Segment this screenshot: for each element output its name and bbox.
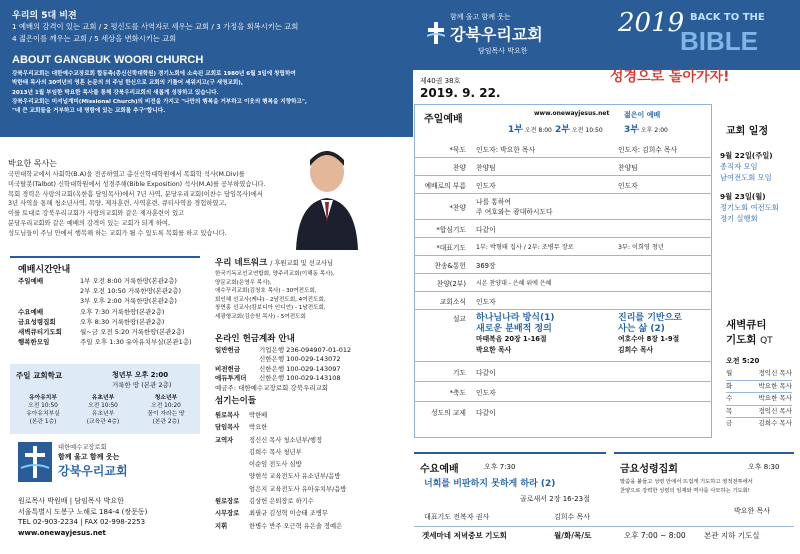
schedule-label: 주일예배 (18, 277, 44, 285)
servant-names: 최필규 김성혁 이승태 조병무 (249, 510, 328, 518)
edu-col-title: 유아유치부 (29, 395, 57, 401)
servant-names: 이순임 전도사 심방 (249, 461, 302, 469)
offering-holder: 예금주: 대한예수교장로회 강북우리교회 (215, 383, 329, 392)
offering-account: 신한은행 100-029-143072 (259, 355, 341, 364)
church-logo-icon (427, 22, 445, 44)
order-label: 찬양 (452, 163, 466, 172)
edu-col-floor: (교육관 4층) (86, 419, 120, 425)
gethsemane-title: 겟세마네 저녁중보 기도회 (422, 531, 507, 540)
order-row (414, 238, 712, 256)
offering-account: 신한은행 100-029-143097 (259, 364, 341, 373)
schedule-label: 금요성령집회 (18, 317, 56, 326)
order-value-main: 인도자 (476, 388, 496, 397)
edu-col-title: 청소년부 (154, 395, 178, 401)
qt-row (726, 418, 792, 430)
edu-col-title: 유초년부 (91, 395, 115, 401)
service-1-time: 오전 8:00 (524, 127, 552, 134)
edu-youth: 청년부 오후 2:00 (112, 371, 169, 379)
order-label: *묵도 (449, 145, 466, 154)
network-item: 한국기독교선교연합회, 양주리교회(이해동 목사), (215, 271, 335, 277)
calendar-list (720, 150, 779, 224)
offering-label: 비전헌금 (215, 364, 241, 373)
wednesday-time: 오후 7:30 (484, 463, 516, 471)
order-row (414, 176, 712, 194)
schedule-label: 행복한모임 (18, 338, 50, 347)
bio-line: 성도님들이 주님 안에서 행복해 하는 교회가 될 수 있도록 목회를 하고 있습니다. (8, 229, 227, 237)
order-row (414, 362, 712, 382)
servant-role: 교역자 (215, 436, 234, 444)
offering-label: 에듀투게더 (215, 374, 247, 383)
service-1 (508, 122, 552, 135)
order-row (414, 140, 712, 158)
schedule-row (18, 296, 192, 306)
qt-day: 화 (726, 381, 733, 390)
servant-role: 지휘 (215, 522, 228, 530)
vision-line1: 1 예배의 감격이 있는 교회 / 2 평신도를 사역자로 세우는 교회 / 3 가정을 회복시키는 교회 (12, 22, 299, 31)
service-2 (555, 122, 603, 135)
qt-row (726, 368, 792, 381)
sermon-subtitle: 새로운 분배적 정의 (476, 323, 552, 334)
youth-sermon-subtitle: 사는 삶 (2) (618, 323, 665, 334)
youth-sermon-title: 진리를 기반으로 (618, 313, 682, 323)
edu-col-floor: (본관 1층) (29, 419, 57, 425)
bio-line: 이를 토대로 강북우리교회가 사랑의교회와 같은 제자훈련이 있고 (8, 210, 185, 218)
qt-day: 금 (726, 419, 733, 427)
servant-row (215, 422, 346, 434)
sunday-order (414, 140, 712, 422)
sermon-title: 하나님나라 방식(1) (476, 313, 555, 323)
order-value-main: 인도자 (476, 181, 496, 190)
wednesday-prayer-name: 전복자 권사 (453, 513, 490, 521)
servant-role: 담임목사 (215, 424, 240, 432)
calendar-event: 정기노회 여전도회 (720, 203, 779, 212)
calendar-date: 9월 22일(주일) (720, 151, 773, 160)
calendar-event: 종직자 모임 (720, 162, 758, 171)
order-value-main: 다같이 (476, 409, 496, 417)
order-value-main: 인도자: 박요한 목사 (476, 145, 536, 154)
order-value-main: 인도자 (476, 297, 496, 306)
order-row (414, 310, 712, 362)
friday-title: 금요성령집회 (620, 464, 678, 475)
header-tagline: 성경으로 돌아가자! (610, 69, 730, 85)
edu-col-time: 오전 10:50 (88, 403, 118, 409)
bio-line: 미국탈봇(Talbot) 신학대학원에서 성경주해(Bible Exposition) 석사(M.A)를 공부하였습니다. (8, 180, 266, 188)
edu-col (76, 394, 130, 426)
edu-youth-place: 거룩한 땅 (본관 2층) (112, 381, 172, 389)
schedule-row (18, 276, 192, 286)
order-label: *대표기도 (436, 243, 466, 252)
header-issue: 제40권 38호 (420, 77, 461, 85)
offering-row (215, 346, 351, 355)
friday-desc-line: 말씀을 붙들고 성령 안에서 뜨겁게 기도하고 영적전투에서 (620, 479, 753, 485)
servant-row (215, 496, 346, 508)
service-2-label: 2부 (555, 125, 570, 135)
network-item: 양문교회(은영우 목사), (215, 279, 272, 286)
gethsemane-time: 오후 7:00 ~ 8:00 (624, 531, 686, 540)
network-item: 세광형교회(김승원 목사) - 5여전도회 (215, 313, 306, 320)
order-row (414, 274, 712, 292)
order-value-youth: 인도자 (618, 181, 638, 190)
bio-line: 3년 사역을 통해 청소년사역, 목양, 제자훈련, 사역훈련, 큐티사역을 경험하였고, (8, 200, 227, 208)
offering-row (215, 355, 351, 364)
offering-account: 기업은행 236-094907-01-012 (259, 346, 352, 354)
calendar-date: 9월 23일(월) (720, 192, 766, 201)
friday-desc (620, 478, 753, 495)
gethsemane-days: 월/화/목/토 (554, 531, 592, 540)
calendar-event: 정기 실행회 (720, 214, 758, 223)
servant-names: 김희수 목사 청년부 (249, 448, 302, 456)
friday-desc-line: 찬양으로 강력한 성령의 임재와 역사를 사모하는 기도회! (620, 487, 750, 494)
order-row (414, 256, 712, 274)
qt-leader: 박요한 목사 (758, 394, 792, 402)
qt-row (726, 393, 792, 406)
schedule-table (18, 276, 192, 347)
servant-row (215, 471, 346, 483)
bio-text (8, 170, 266, 239)
order-value-youth: 인도자: 김희수 목사 (618, 145, 678, 154)
service-2-time: 오전 10:50 (571, 127, 603, 134)
qt-leader: 김희수 목사 (758, 419, 792, 427)
servant-row (215, 508, 346, 520)
header-year: 2019 (618, 8, 685, 38)
order-label: 설교 (452, 315, 466, 323)
edu-col (136, 394, 196, 426)
schedule-value: 3부 오후 2:00 거룩한땅(본관2층) (80, 297, 177, 306)
servant-names: 한병수 반주 오근혁 유은솔 정예은 (249, 522, 343, 530)
order-label: 성도의 교제 (431, 409, 466, 417)
offering-label: 일반헌금 (215, 346, 241, 354)
servant-names: 양현석 교육전도사 유소년부/음방 (249, 473, 341, 481)
qt-leader: 정익신 목사 (758, 369, 792, 377)
order-label: 기도 (452, 368, 466, 377)
qt-day: 수 (726, 394, 733, 402)
about-title: ABOUT GANGBUK WOORI CHURCH (12, 54, 204, 66)
servant-row (215, 447, 346, 459)
schedule-row (18, 307, 192, 317)
schedule-row (18, 317, 192, 327)
order-value-main: 369장 (476, 261, 496, 270)
order-label: 예배로의 부름 (424, 181, 466, 190)
edu-col-place: 유초년부 (91, 411, 115, 417)
edu-col-time: 오전 10:20 (151, 403, 181, 409)
qt-title-line1: 새벽큐티 (726, 319, 767, 331)
servant-names: 박한배 (249, 412, 268, 419)
order-value-main: 다같이 (476, 225, 496, 234)
servant-row (215, 459, 346, 471)
servants-table (215, 410, 346, 533)
footer-church: 강북우리교회 (58, 464, 128, 478)
schedule-label: 수요예배 (18, 307, 44, 316)
header-bible: BIBLE (680, 26, 758, 56)
schedule-title: 예배시간안내 (18, 265, 71, 275)
sermon-scripture: 마태복음 20장 1-16절 (476, 335, 547, 343)
network-item: 창면홍 선교사(캄보디아 인디언) - 1남전도회, (215, 305, 326, 312)
servant-role: 원로장로 (215, 498, 240, 506)
wednesday-title: 수요예배 (420, 464, 459, 475)
about-text (12, 70, 307, 116)
wednesday-sermon: 너희를 비판하지 못하게 하라 (2) (424, 479, 556, 489)
gethsemane-bar (414, 526, 794, 544)
schedule-label: 새벽큐티기도회 (18, 328, 62, 337)
edu-col-time: 오전 10:50 (28, 403, 58, 409)
offering-row (215, 365, 351, 374)
servant-row (215, 521, 346, 533)
edu-title: 주일 교회학교 (16, 371, 63, 380)
vision-title: 우리의 5대 비젼 (12, 11, 77, 21)
order-value-main: 시온 찬양대 - 은혜 위에 은혜 (476, 280, 552, 287)
order-value-main: 찬양팀 (476, 163, 496, 172)
schedule-value: 오후 8:30 거룩한땅(본관2층) (80, 317, 165, 326)
servant-names: 정신신 목사 청소년부/행정 (249, 436, 323, 444)
about-p3: 2013년 1월 부임한 박요한 목사를 통해 강북우리교회의 새롭게 성장하고 있습니다. (12, 89, 219, 96)
bio-title: 박요한 목사는 (8, 159, 57, 168)
qt-leader: 정익신 목사 (758, 406, 792, 415)
order-label: 교회소식 (439, 297, 466, 306)
header-back-to: BACK TO THE (690, 12, 765, 23)
network-title-text: 우리 네트워크 (215, 258, 268, 268)
service-3 (624, 122, 668, 135)
network-list (215, 270, 335, 322)
schedule-row (18, 286, 192, 296)
footer-url[interactable]: www.onewayjesus.net (18, 528, 106, 537)
schedule-value: 오후 7:30 거룩한땅(본관2층) (80, 307, 165, 316)
sunday-url[interactable]: www.onewayjesus.net (534, 110, 610, 117)
order-row (414, 402, 712, 422)
calendar-title: 교회 일정 (726, 126, 769, 137)
order-row (414, 292, 712, 310)
qt-day: 월 (726, 369, 733, 377)
order-label: 찬송&통헌 (434, 261, 466, 270)
header-church: 강북우리교회 (450, 25, 543, 44)
order-value-main-2: 주 여호와는 광대하시도다 (476, 207, 553, 216)
schedule-value: 2부 오전 10:50 거룩한땅(본관2층) (80, 287, 182, 296)
network-title (215, 256, 333, 268)
servant-role: 원로목사 (215, 412, 240, 419)
qt-row (726, 406, 792, 419)
order-value-main: 나를 통하여 (476, 197, 511, 206)
offering-table (215, 346, 351, 393)
qt-label: QT (760, 336, 773, 346)
gethsemane-place: 본관 지하 기도실 (704, 531, 760, 540)
schedule-row (18, 327, 192, 337)
order-value-youth: 찬양팀 (618, 163, 638, 172)
service-3-time: 오후 2:00 (640, 127, 668, 134)
servant-names: 엄은지 교육전도사 유아유치부/음방 (249, 485, 347, 493)
sunday-title: 주일예배 (424, 114, 463, 125)
order-row (414, 194, 712, 220)
edu-col (16, 394, 70, 426)
about-p5: "네 큰 교회들을 거부하고 네 명함에 있는 교회를 추구"합니다. (12, 108, 166, 115)
edu-col-place: 유아유치부실 (26, 411, 60, 417)
footer-pastors: 원로목사 박원배 | 담임목사 박요한 (18, 497, 124, 505)
pastor-photo (292, 140, 362, 250)
qt-time: 오전 5:20 (726, 357, 760, 365)
qt-table (726, 368, 792, 430)
servant-names: 김상헌 은퇴장로 하기수 (249, 498, 314, 506)
footer-tel: TEL 02-903-2234 | FAX 02-998-2253 (18, 518, 146, 526)
order-label: *찬양 (449, 203, 466, 212)
bio-line: 분당우리교회와 같은 예배의 감격이 있는 교회가 되게 하여, (8, 219, 170, 227)
order-row (414, 382, 712, 402)
wednesday-scripture: 골로새서 2장 16-23절 (520, 495, 590, 503)
offering-account: 신한은행 100-029-143108 (259, 374, 341, 383)
bio-line: 목회 경력은 사랑의교회(옥한흠 담임목사)에서 7년 사역, 분당우리교회(이찬수 담임목사)에서 (8, 190, 263, 198)
footer-address: 서울특별시 도봉구 노해로 184-4 (쌍문동) (18, 507, 148, 516)
edu-col-floor: (본관 2층) (152, 419, 180, 425)
network-item: 에수꾸리교회(김청호 목사) - 30여전도회, (215, 288, 317, 295)
header-pastor: 담임목사 박요한 (478, 47, 528, 55)
service-1-label: 1부 (508, 125, 523, 135)
servant-row (215, 484, 346, 496)
network-item: 회인혜 선교사(케냐) - 2남전도회, 4여전도회, (215, 296, 326, 303)
qt-row (726, 381, 792, 394)
header-date: 2019. 9. 22. (420, 86, 501, 100)
order-label: 찬양(2부) (436, 279, 466, 288)
edu-col-place: 꿈이 자라는 땅 (147, 411, 185, 417)
footer-logo-icon (18, 442, 52, 482)
order-label: *축도 (449, 388, 466, 397)
about-p1: 강북우리교회는 대한예수교장로회 합동측(총신신학대학원) 경기노회에 소속된 교회로 1980년 6월 3일에 창립하여 (12, 71, 296, 77)
servant-role: 시무장로 (215, 510, 240, 518)
friday-speaker: 박요한 목사 (734, 507, 771, 515)
schedule-row (18, 337, 192, 347)
bio-line: 국민대학교에서 사회학(B.A)을 전공하였고 총신신학대학원에서 목회학 석사(M.Div)를 (8, 171, 245, 178)
youth-service-label: 젊은이 예배 (624, 111, 661, 119)
friday-time: 오후 8:30 (748, 463, 780, 471)
wednesday-prayer (424, 512, 489, 522)
about-p2: 박한태 목사의 30여년의 영혼 논문의 의 주님 한신으로 교회의 기틀어 세워지고(구 새영교회), (12, 80, 243, 87)
vision-line2: 4 젊은이를 깨우는 교회 / 5 세상을 변화시키는 교회 (12, 34, 177, 43)
service-3-label: 3부 (624, 125, 639, 135)
calendar-event: 남여전도회 모임 (720, 173, 772, 182)
about-p4: 강북우리교회는 미셔널계미(Missional Church)의 비전을 가지고 "나만의 행복을 거부하고 이웃의 행복을 지향하고", (12, 98, 307, 105)
schedule-value: 주일 오후 1:30 유아유치부실(본관1층) (80, 338, 192, 347)
order-label: *합심기도 (436, 225, 466, 234)
servant-names: 박요한 (249, 424, 268, 432)
qt-day: 목 (726, 406, 733, 415)
schedule-value: 월~금 오전 5:20 거룩한땅(본관2층) (80, 328, 185, 337)
wednesday-prayer-label: 대표기도 (424, 513, 452, 521)
servant-row (215, 410, 346, 422)
qt-title (726, 318, 773, 349)
header-slogan: 함께 울고 함께 웃는 (450, 13, 511, 21)
servant-row (215, 435, 346, 447)
servants-title: 섬기는이들 (215, 396, 257, 406)
wednesday-speaker: 김희수 목사 (554, 513, 591, 521)
footer-info (18, 496, 147, 538)
order-row (414, 220, 712, 238)
offering-row (215, 374, 351, 383)
qt-title-line2: 기도회 (726, 334, 757, 346)
offering-title: 온라인 헌금계좌 안내 (215, 334, 295, 344)
order-value-youth: 3부: 이희영 청년 (618, 244, 664, 251)
sermon-preacher: 박요한 목사 (476, 345, 512, 354)
youth-sermon-scripture: 여호수아 8장 1-9절 (618, 335, 680, 343)
footer-denom: 대한예수교장로회 (58, 444, 107, 451)
order-row (414, 158, 712, 176)
schedule-value: 1부 오전 8:00 거룩한땅(본관2층) (80, 277, 177, 285)
order-value-main: 다같이 (476, 368, 496, 377)
qt-leader: 박요한 목사 (758, 381, 792, 390)
order-value-main: 1부: 박형태 집사 / 2부: 조병무 장로 (476, 244, 574, 251)
youth-sermon-preacher: 김희수 목사 (618, 345, 654, 354)
network-subtitle: / 후원교회 및 선교사님 (270, 260, 334, 267)
footer-slogan: 함께 울고 함께 웃는 (58, 453, 120, 461)
